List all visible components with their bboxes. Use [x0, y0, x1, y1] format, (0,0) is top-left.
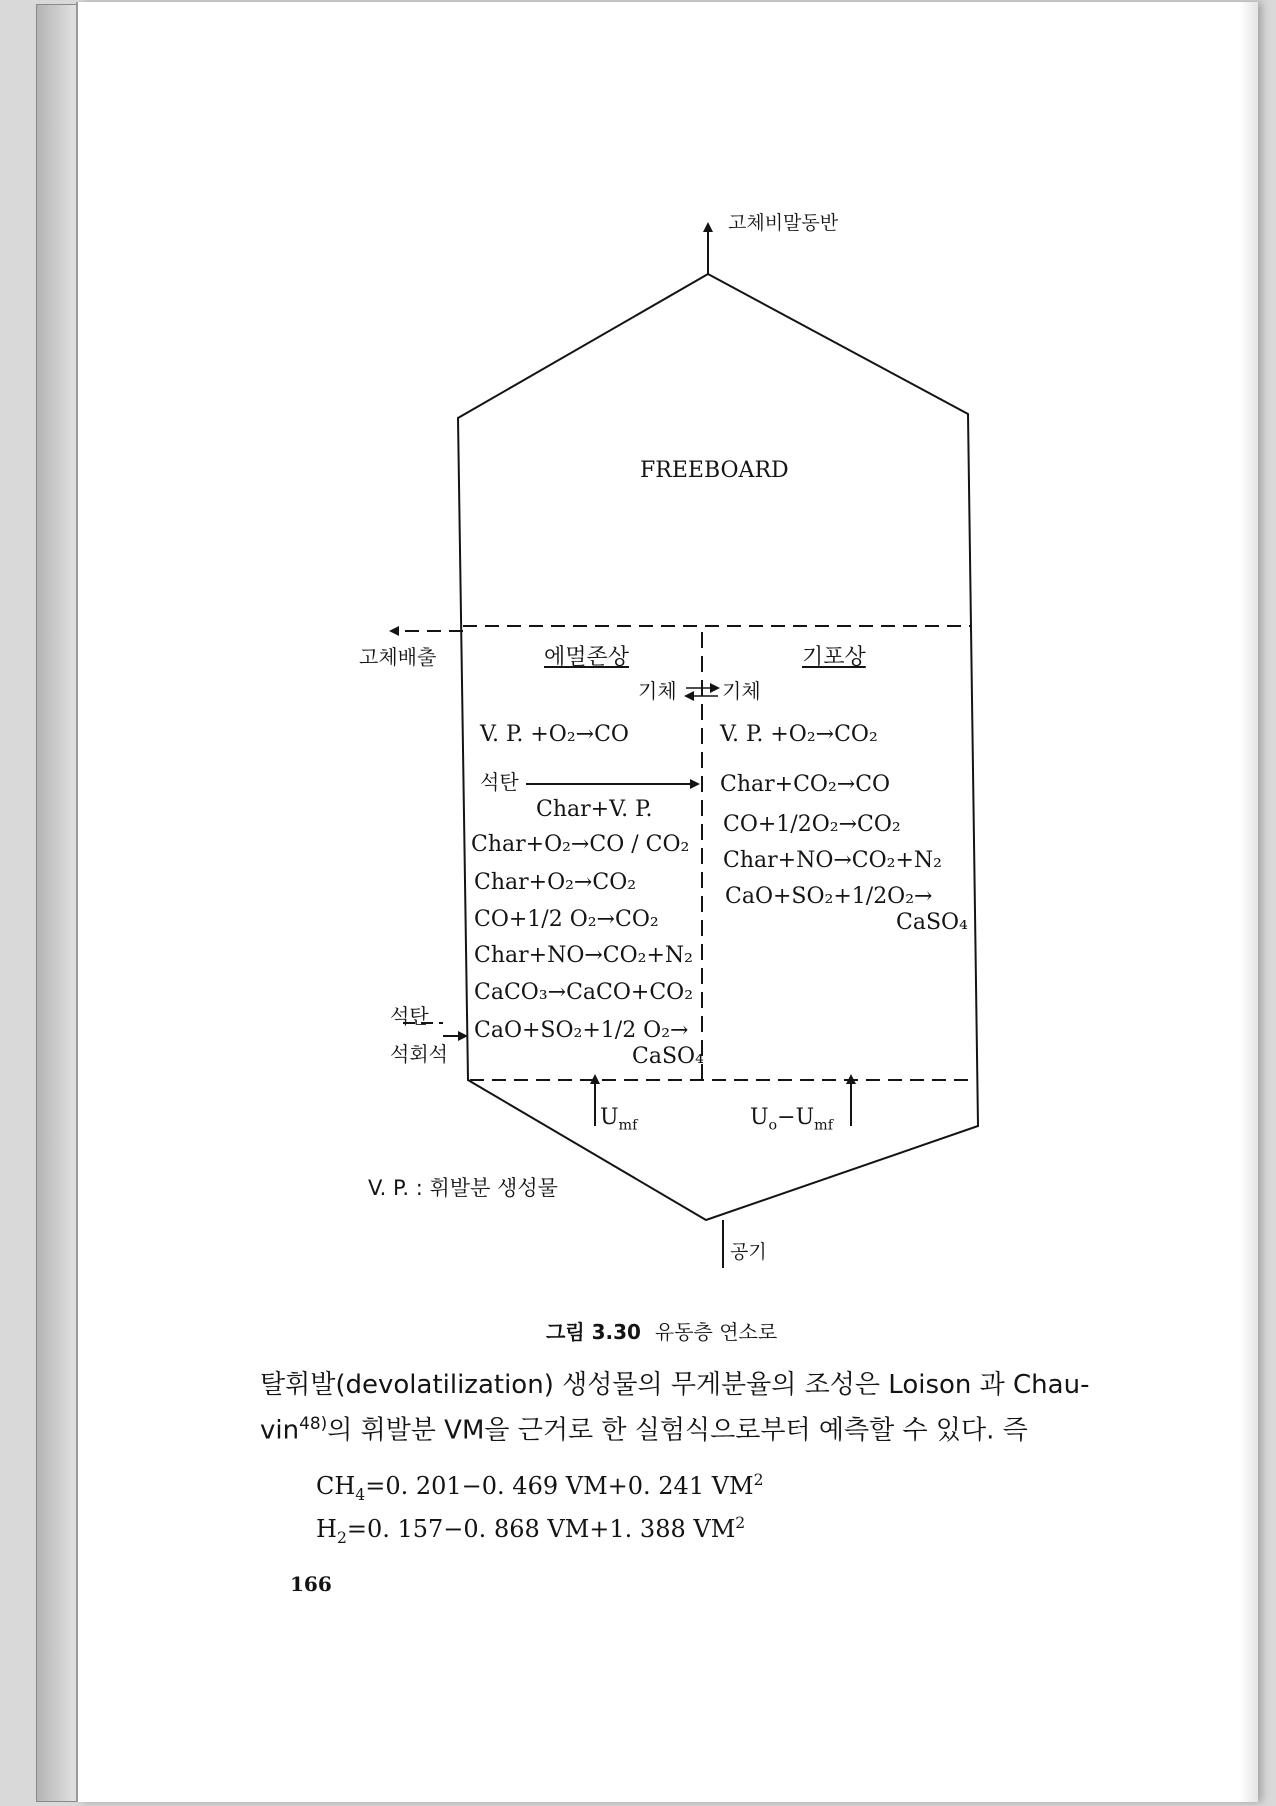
- emulsion-reaction: Char+NO→CO₂+N₂: [474, 943, 693, 968]
- umf-label: $U_{mf}$: [600, 1105, 638, 1134]
- figure-title: 유동층 연소로: [654, 1320, 778, 1344]
- emulsion-reaction: Char+O₂→CO / CO₂: [471, 832, 690, 857]
- bubble-reaction: CO+1/2O₂→CO₂: [723, 812, 901, 837]
- paragraph-line-1: 탈휘발(devolatilization) 생성물의 무게분율의 조성은 Loison 과 Chau-: [260, 1370, 1090, 1400]
- emulsion-reaction: Char+O₂→CO₂: [474, 870, 637, 895]
- bubble-reaction: Char+CO₂→CO: [720, 772, 891, 797]
- coal-feed-arrow-label: Char+V. P.: [536, 797, 653, 822]
- emulsion-reaction: V. P. +O₂→CO: [480, 722, 629, 747]
- freeboard-label: FREEBOARD: [640, 458, 789, 483]
- bubble-reaction: V. P. +O₂→CO₂: [720, 722, 878, 747]
- fluidized-bed-combustor-diagram: [78, 2, 1258, 1302]
- bubble-reaction: CaO+SO₂+1/2O₂→: [725, 884, 933, 909]
- citation-ref: 48): [299, 1413, 328, 1433]
- legend-vp: V. P. : 휘발분 생성물: [368, 1176, 558, 1200]
- equation-ch4: $CH_4=0$. 201−0. 469 VM+0. 241 $VM^2$: [316, 1471, 764, 1504]
- emulsion-reaction: CO+1/2 O₂→CO₂: [474, 907, 659, 932]
- bubble-phase-label: 기포상: [802, 645, 866, 670]
- figure-caption: [546, 1322, 777, 1342]
- feed-label-coal: 석탄: [390, 1004, 429, 1028]
- emulsion-reaction: CaCO₃→CaCO+CO₂: [474, 980, 694, 1005]
- solids-discharge-label: 고체배출: [359, 645, 437, 669]
- book-spine: [36, 4, 80, 1802]
- page-number: 166: [290, 1572, 332, 1596]
- equation-h2: $H_2=0$. 157−0. 868 VM+1. 388 $VM^2$: [316, 1514, 746, 1547]
- combustor-outline: [458, 274, 978, 1220]
- gas-exchange-right: 기체: [722, 679, 761, 703]
- air-inlet-label: 공기: [730, 1241, 767, 1263]
- emulsion-reaction: CaSO₄: [632, 1044, 704, 1069]
- gas-exchange-left: 기체: [638, 679, 677, 703]
- feed-label-limestone: 석회석: [390, 1042, 448, 1066]
- figure-number: 그림 3.30: [546, 1320, 641, 1344]
- coal-label: 석탄: [480, 770, 519, 794]
- emulsion-phase-label: 에멀존상: [544, 645, 630, 670]
- uo-umf-label: $U_o-U_{mf}$: [750, 1105, 833, 1134]
- paragraph-line-2: vin$^{48)}$의 휘발분 VM을 근거로 한 실험식으로부터 예측할 수 있다. 즉: [260, 1413, 1028, 1446]
- book-page: [78, 2, 1258, 1802]
- bubble-reaction: CaSO₄: [896, 910, 968, 935]
- outlet-label: 고체비말동반: [728, 212, 839, 234]
- bubble-reaction: Char+NO→CO₂+N₂: [723, 848, 942, 873]
- emulsion-reaction: CaO+SO₂+1/2 O₂→: [474, 1018, 689, 1043]
